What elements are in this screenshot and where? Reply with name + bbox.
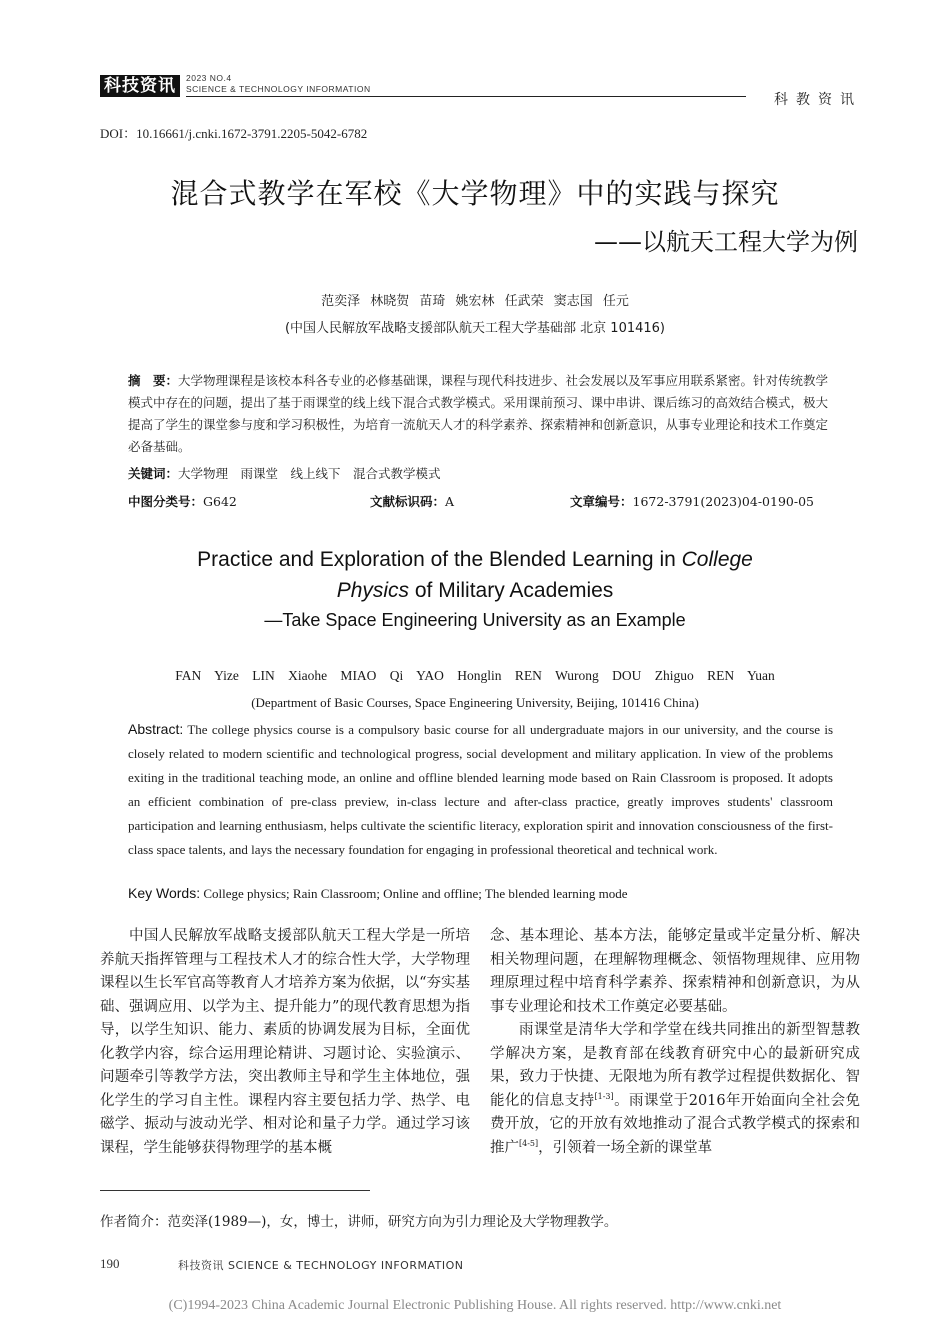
doi: DOI：10.16661/j.cnki.1672-3791.2205-5042-6782 (100, 126, 368, 141)
header-rule (186, 96, 746, 97)
affiliation-chinese: (中国人民解放军战略支援部队航天工程大学基础部 北京 101416) (284, 321, 666, 336)
footnote-rule (100, 1190, 370, 1191)
keywords-chinese (128, 464, 441, 482)
abstract-chinese (128, 370, 833, 458)
abstract-english (128, 717, 833, 862)
document-code: 文献标识码：A (370, 494, 455, 509)
body-paragraph: 中国人民解放军战略支援部队航天工程大学是一所培养航天指挥管理与工程技术人才的综合性大学，大学物理课程以生长军官高等教育人才培养方案为依据，以“夯实基础、强调应用、以学为主、提升能力”的现代教育思想为指导，以学生知识、能力、素质的协调发展为目标，全面优化教学内容，综合运用理论精讲、习题讨论、实验演示、问题牵引等教学方法，突出教师主导和学生主体地位，强化学生的学习自主性。课程内容主要包括力学、热学、电磁学、振动与波动光学、相对论和量子力学。通过学习该课程，学生能够获得物理学的基本概 (100, 928, 470, 1156)
abstract-label: 摘 要： (128, 373, 179, 388)
article-number: 文章编号：1672-3791(2023)04-0190-05 (570, 494, 814, 509)
copyright-notice: (C)1994-2023 China Academic Journal Electronic Publishing House. All rights reserved. http://www.cnki.net (168, 1298, 782, 1313)
issue-info (186, 73, 371, 95)
journal-masthead: 科技资讯 (100, 75, 180, 97)
page-number: 190 (100, 1256, 120, 1271)
citation: [4-5] (519, 1138, 539, 1148)
keywords-english (128, 885, 627, 902)
authors-chinese: 范奕泽 林晓贺 苗琦 姚宏林 任武荣 窦志国 任元 (321, 294, 629, 309)
keywords-english-text: College physics; Rain Classroom; Online and offline; The blended learning mode (203, 886, 628, 901)
section-name: 科教资讯 (774, 92, 862, 108)
body-paragraph: 念、基本理论、基本方法，能够定量或半定量分析、解决相关物理问题，在理解物理概念、领悟物理规律、应用物理原理过程中培育科学素养、探索精神和创新意识，为从事专业理论和技术工作奠定必要基础。 (490, 928, 860, 1015)
subtitle-english: —Take Space Engineering University as an Example (264, 610, 686, 630)
clc-number: 中图分类号：G642 (128, 494, 237, 509)
affiliation-english: (Department of Basic Courses, Space Engineering University, Beijing, 101416 China) (251, 695, 699, 710)
abstract-text: 大学物理课程是该校本科各专业的必修基础课，课程与现代科技进步、社会发展以及军事应用联系紧密。针对传统教学模式中存在的问题，提出了基于雨课堂的线上线下混合式教学模式。采用课前预习、课中串讲、课后练习的高效结合模式，极大提高了学生的课堂参与度和学习积极性，为培育一流航天人才的科学素养、探索精神和创新意识，从事专业理论和技术工作奠定必备基础。 (128, 373, 829, 454)
authors-english: FAN Yize LIN Xiaohe MIAO Qi YAO Honglin REN Wurong DOU Zhiguo REN Yuan (175, 668, 775, 683)
journal-english-name: SCIENCE & TECHNOLOGY INFORMATION (186, 84, 371, 94)
keywords-label: 关键词： (128, 466, 179, 481)
footer-journal: 科技资讯 SCIENCE & TECHNOLOGY INFORMATION (178, 1259, 464, 1272)
classification-row (128, 492, 833, 512)
keywords-text: 大学物理 雨课堂 线上线下 混合式教学模式 (178, 466, 441, 481)
body-paragraph: 雨课堂是清华大学和学堂在线共同推出的新型智慧教学解决方案，是教育部在线教育研究中心的最新研究成果，致力于快捷、无限地为所有教学过程提供数据化、智能化的信息支持[1-3]。雨课堂于2016年开始面向全社会免费开放，它的开放有效地推动了混合式教学模式的探索和推广[4-5]，引领着一场全新的课堂革 (490, 1022, 860, 1156)
keywords-english-label: Key Words: (128, 885, 201, 901)
abstract-english-text: The college physics course is a compulsory basic course for all undergraduate majors in our university, and the course is closely related to modern scientific and technological progress, social development and military application. In view of the problems exiting in the traditional teaching mode, an online and offline blended learning mode based on Rain Classroom is proposed. It adopts an efficient combination of pre-class preview, in-class lecture and after-class practice, greatly improves students' classroom participation and learning enthusiasm, helps cultivate the scientific literacy, exploration spirit and innovation consciousness of the first-class space talents, and lays the necessary foundation for engaging in professional theoretical and technical work. (128, 722, 834, 857)
author-footnote: 作者简介：范奕泽(1989—)，女，博士，讲师，研究方向为引力理论及大学物理教学。 (100, 1214, 618, 1230)
issue-number: 2023 NO.4 (186, 73, 232, 83)
body-column-right (490, 925, 860, 1160)
body-column-left (100, 925, 470, 1160)
abstract-english-label: Abstract: (128, 721, 184, 737)
subtitle-chinese: ——以航天工程大学为例 (594, 228, 858, 256)
title-english: Practice and Exploration of the Blended Learning in College Physics of Military Academies (197, 548, 753, 602)
citation: [1-3] (594, 1091, 614, 1101)
title-chinese: 混合式教学在军校《大学物理》中的实践与探究 (170, 177, 780, 210)
